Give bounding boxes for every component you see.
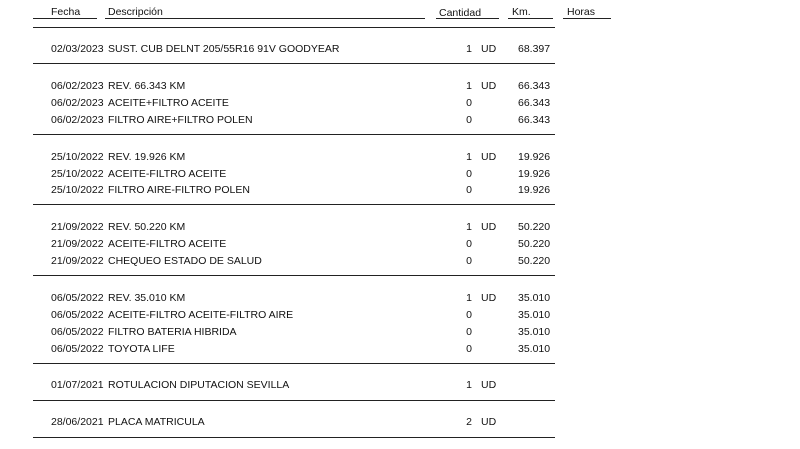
row-date: 06/05/2022 bbox=[51, 326, 104, 338]
table-row bbox=[0, 184, 800, 198]
table-row bbox=[0, 221, 800, 235]
row-quantity: 1 bbox=[466, 379, 472, 391]
header-underline-km bbox=[508, 18, 553, 19]
row-unit: UD bbox=[481, 80, 497, 92]
row-unit: UD bbox=[481, 292, 497, 304]
row-description: ROTULACION DIPUTACION SEVILLA bbox=[108, 379, 290, 391]
row-unit: UD bbox=[481, 43, 497, 55]
row-description: REV. 35.010 KM bbox=[108, 292, 186, 304]
table-row bbox=[0, 168, 800, 182]
group-separator bbox=[33, 437, 555, 438]
table-row bbox=[0, 238, 800, 252]
row-date: 25/10/2022 bbox=[51, 168, 104, 180]
row-date: 21/09/2022 bbox=[51, 238, 104, 250]
row-description: FILTRO AIRE-FILTRO POLEN bbox=[108, 184, 250, 196]
row-km: 66.343 bbox=[518, 97, 551, 109]
header-fecha: Fecha bbox=[51, 6, 81, 18]
header-horas: Horas bbox=[567, 6, 596, 18]
row-quantity: 1 bbox=[466, 80, 472, 92]
table-row bbox=[0, 43, 800, 57]
table-row bbox=[0, 379, 800, 393]
row-date: 25/10/2022 bbox=[51, 151, 104, 163]
row-unit: UD bbox=[481, 221, 497, 233]
table-row bbox=[0, 151, 800, 165]
row-description: CHEQUEO ESTADO DE SALUD bbox=[108, 255, 262, 267]
row-quantity: 1 bbox=[466, 221, 472, 233]
row-date: 02/03/2023 bbox=[51, 43, 104, 55]
group-separator bbox=[33, 363, 555, 364]
row-km: 66.343 bbox=[518, 80, 551, 92]
row-date: 06/05/2022 bbox=[51, 292, 104, 304]
row-date: 06/02/2023 bbox=[51, 80, 104, 92]
group-separator bbox=[33, 27, 555, 28]
row-km: 19.926 bbox=[518, 151, 551, 163]
header-underline-descripcion bbox=[105, 18, 425, 19]
header-descripcion: Descripción bbox=[108, 6, 163, 18]
row-km: 19.926 bbox=[518, 184, 551, 196]
group-separator bbox=[33, 134, 555, 135]
row-description: FILTRO AIRE+FILTRO POLEN bbox=[108, 114, 253, 126]
row-date: 28/06/2021 bbox=[51, 416, 104, 428]
row-description: ACEITE-FILTRO ACEITE-FILTRO AIRE bbox=[108, 309, 294, 321]
row-description: SUST. CUB DELNT 205/55R16 91V GOODYEAR bbox=[108, 43, 340, 55]
table-row bbox=[0, 97, 800, 111]
row-quantity: 2 bbox=[466, 416, 472, 428]
row-quantity: 1 bbox=[466, 151, 472, 163]
table-row bbox=[0, 80, 800, 94]
header-underline-fecha bbox=[33, 18, 97, 19]
row-description: ACEITE+FILTRO ACEITE bbox=[108, 97, 229, 109]
row-quantity: 0 bbox=[466, 309, 472, 321]
row-quantity: 0 bbox=[466, 168, 472, 180]
row-km: 35.010 bbox=[518, 343, 551, 355]
header-underline-cantidad bbox=[436, 18, 499, 19]
header-underline-horas bbox=[563, 18, 611, 19]
row-km: 50.220 bbox=[518, 255, 551, 267]
row-unit: UD bbox=[481, 151, 497, 163]
table-row bbox=[0, 416, 800, 430]
row-quantity: 0 bbox=[466, 255, 472, 267]
row-km: 50.220 bbox=[518, 221, 551, 233]
table-row bbox=[0, 309, 800, 323]
row-quantity: 0 bbox=[466, 326, 472, 338]
row-km: 35.010 bbox=[518, 292, 551, 304]
row-km: 19.926 bbox=[518, 168, 551, 180]
row-quantity: 0 bbox=[466, 114, 472, 126]
row-quantity: 0 bbox=[466, 97, 472, 109]
table-row bbox=[0, 343, 800, 357]
row-description: TOYOTA LIFE bbox=[108, 343, 175, 355]
row-quantity: 0 bbox=[466, 184, 472, 196]
row-description: ACEITE-FILTRO ACEITE bbox=[108, 238, 227, 250]
row-date: 25/10/2022 bbox=[51, 184, 104, 196]
row-description: FILTRO BATERIA HIBRIDA bbox=[108, 326, 237, 338]
row-date: 06/02/2023 bbox=[51, 97, 104, 109]
row-description: ACEITE-FILTRO ACEITE bbox=[108, 168, 227, 180]
row-km: 66.343 bbox=[518, 114, 551, 126]
table-row bbox=[0, 326, 800, 340]
row-quantity: 1 bbox=[466, 43, 472, 55]
row-description: REV. 66.343 KM bbox=[108, 80, 186, 92]
row-date: 01/07/2021 bbox=[51, 379, 104, 391]
header-cantidad: Cantidad bbox=[439, 7, 482, 19]
row-date: 06/05/2022 bbox=[51, 309, 104, 321]
group-separator bbox=[33, 275, 555, 276]
row-date: 06/02/2023 bbox=[51, 114, 104, 126]
group-separator bbox=[33, 204, 555, 205]
row-km: 50.220 bbox=[518, 238, 551, 250]
row-km: 35.010 bbox=[518, 326, 551, 338]
group-separator bbox=[33, 400, 555, 401]
group-separator bbox=[33, 63, 555, 64]
row-date: 21/09/2022 bbox=[51, 221, 104, 233]
row-unit: UD bbox=[481, 416, 497, 428]
row-quantity: 1 bbox=[466, 292, 472, 304]
row-quantity: 0 bbox=[466, 343, 472, 355]
row-unit: UD bbox=[481, 379, 497, 391]
row-description: PLACA MATRICULA bbox=[108, 416, 205, 428]
row-km: 35.010 bbox=[518, 309, 551, 321]
row-description: REV. 19.926 KM bbox=[108, 151, 186, 163]
row-description: REV. 50.220 KM bbox=[108, 221, 186, 233]
row-quantity: 0 bbox=[466, 238, 472, 250]
header-km: Km. bbox=[512, 6, 531, 18]
row-date: 06/05/2022 bbox=[51, 343, 104, 355]
table-row bbox=[0, 292, 800, 306]
row-km: 68.397 bbox=[518, 43, 551, 55]
row-date: 21/09/2022 bbox=[51, 255, 104, 267]
table-row bbox=[0, 255, 800, 269]
table-row bbox=[0, 114, 800, 128]
